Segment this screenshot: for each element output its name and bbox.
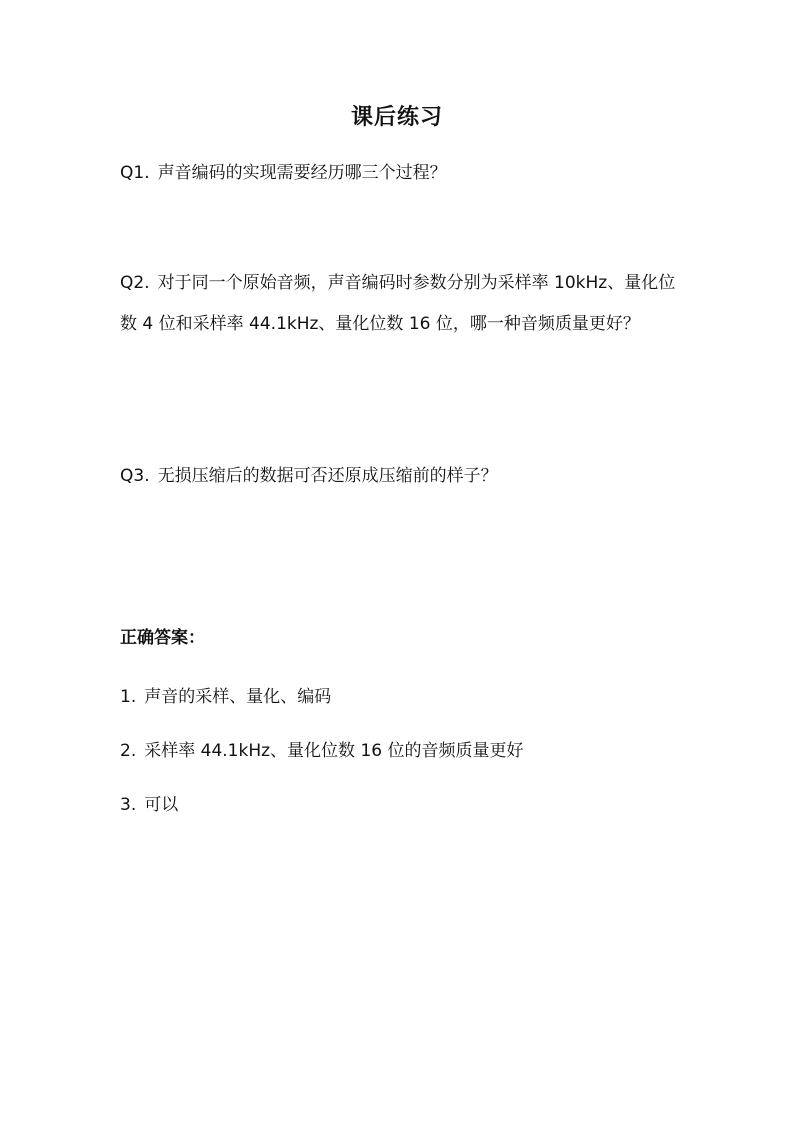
answer-text: 采样率 44.1kHz、量化位数 16 位的音频质量更好 — [144, 741, 524, 761]
answer-text: 可以 — [144, 795, 179, 815]
question-2 — [120, 263, 690, 345]
page-title: 课后练习 — [350, 104, 443, 130]
answer-1 — [120, 683, 331, 711]
answer-number: 1. — [120, 687, 137, 707]
answer-number: 3. — [120, 795, 137, 815]
question-text: 声音编码的实现需要经历哪三个过程？ — [157, 163, 447, 183]
question-1 — [120, 153, 690, 194]
question-3 — [120, 456, 690, 497]
question-number: Q1. — [120, 163, 150, 183]
answer-number: 2. — [120, 741, 137, 761]
question-text: 对于同一个原始音频，声音编码时参数分别为采样率 10kHz、量化位数 4 位和采样率 44.1kHz、量化位数 16 位，哪一种音频质量更好？ — [120, 273, 676, 334]
answers-heading: 正确答案： — [120, 628, 205, 648]
question-number: Q2. — [120, 273, 150, 293]
question-number: Q3. — [120, 466, 150, 486]
answer-text: 声音的采样、量化、编码 — [144, 687, 332, 707]
question-text: 无损压缩后的数据可否还原成压缩前的样子？ — [157, 466, 498, 486]
answer-3 — [120, 791, 178, 819]
answer-2 — [120, 737, 523, 765]
